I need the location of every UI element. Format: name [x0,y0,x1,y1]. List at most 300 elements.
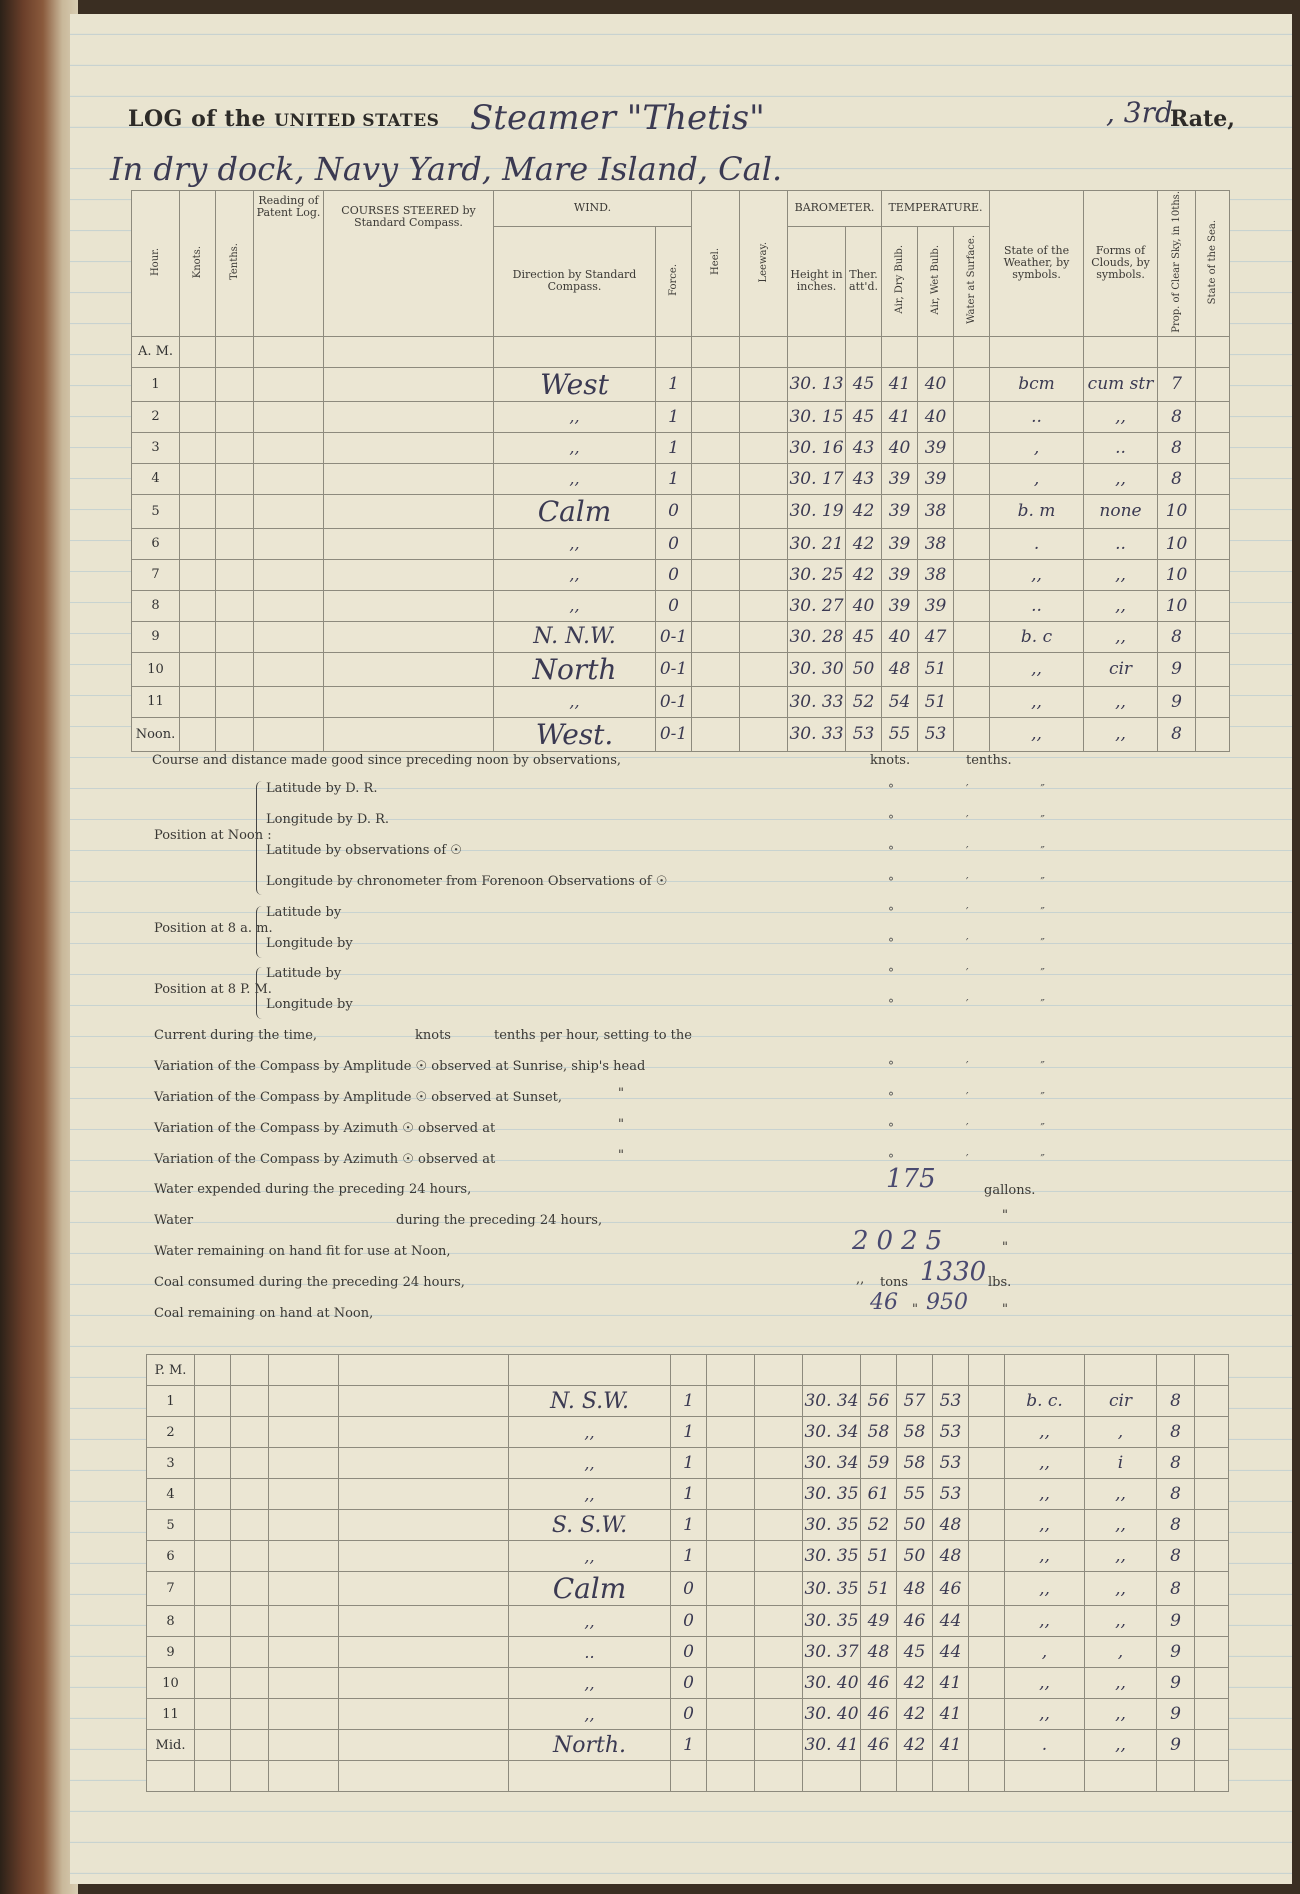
hour-cell: 2 [132,401,180,432]
patent-log-cell [269,1386,339,1417]
hour-cell: 11 [147,1699,195,1730]
water-surface-cell [954,686,990,717]
air-dry-cell: 39 [882,590,918,621]
sea-cell [1195,1699,1229,1730]
leeway-cell [755,1606,803,1637]
sea-cell [1196,590,1230,621]
knots-cell [195,1730,231,1761]
weather-cell: b. c [990,621,1084,652]
weather-cell: . [1005,1730,1085,1761]
clear-sky-cell: 9 [1157,1637,1195,1668]
clouds-cell: ,, [1084,717,1158,751]
col-tenths: Tenths. [216,191,254,337]
leeway-cell [755,1448,803,1479]
variation-azimuth-label-1: Variation of the Compass by Azimuth ☉ observed at [154,1121,496,1136]
air-wet-cell: 40 [918,367,954,401]
ditto-mark: " [618,1086,624,1101]
wind-force-cell: 0 [656,494,692,528]
baro-ther-cell: 61 [861,1479,897,1510]
lon-8am-label: Longitude by [266,936,353,951]
leeway-cell [755,1386,803,1417]
knots-cell [180,652,216,686]
water-expended-label: Water expended during the preceding 24 hours, [154,1182,472,1197]
current-label: Current during the time, [154,1028,318,1043]
patent-log-cell [269,1541,339,1572]
wind-direction-cell: ,, [494,432,656,463]
clear-sky-cell: 7 [1158,367,1196,401]
baro-ther-cell: 46 [861,1668,897,1699]
courses-cell [339,1541,509,1572]
hour-cell: 1 [132,367,180,401]
baro-ther-cell: 46 [861,1699,897,1730]
clear-sky-cell: 9 [1157,1668,1195,1699]
knots-cell [180,621,216,652]
heel-cell [707,1417,755,1448]
heel-cell [707,1448,755,1479]
patent-log-cell [254,528,324,559]
wind-direction-cell: S. S.W. [509,1510,671,1541]
baro-ther-cell: 46 [861,1730,897,1761]
clear-sky-cell: 10 [1158,590,1196,621]
air-wet-cell: 44 [933,1637,969,1668]
sea-cell [1195,1637,1229,1668]
knots-cell [195,1668,231,1699]
sea-cell [1195,1606,1229,1637]
courses-cell [324,401,494,432]
col-clear-sky: Prop. of Clear Sky, in 10ths. [1158,191,1196,337]
leeway-cell [740,621,788,652]
air-dry-cell: 39 [882,494,918,528]
water-during-label: during the preceding 24 hours, [396,1213,603,1228]
baro-height-cell: 30. 33 [788,717,846,751]
tenths-cell [216,528,254,559]
am-row [132,590,1230,621]
baro-height-cell: 30. 34 [803,1417,861,1448]
wind-direction-cell: N. N.W. [494,621,656,652]
col-knots: Knots. [180,191,216,337]
baro-ther-cell: 56 [861,1386,897,1417]
courses-cell [324,686,494,717]
coal-remaining-tons: 46 [870,1290,898,1315]
degree-marks: ° ′ ″ [888,782,1079,796]
col-sea: State of the Sea. [1196,191,1230,337]
baro-height-cell: 30. 34 [803,1448,861,1479]
weather-cell: .. [990,590,1084,621]
clouds-cell: ,, [1085,1479,1157,1510]
clear-sky-cell: 9 [1157,1606,1195,1637]
clouds-cell: ,, [1085,1572,1157,1606]
courses-cell [339,1386,509,1417]
weather-cell: . [990,528,1084,559]
baro-ther-cell: 48 [861,1637,897,1668]
weather-cell: ,, [1005,1699,1085,1730]
water-surface-cell [969,1510,1005,1541]
sea-cell [1195,1668,1229,1699]
weather-cell: ,, [1005,1448,1085,1479]
baro-height-cell: 30. 35 [803,1479,861,1510]
weather-cell: ,, [1005,1572,1085,1606]
leeway-cell [755,1637,803,1668]
patent-log-cell [254,621,324,652]
water-surface-cell [969,1637,1005,1668]
baro-ther-cell: 45 [846,367,882,401]
leeway-cell [740,494,788,528]
leeway-cell [740,652,788,686]
water-surface-cell [969,1668,1005,1699]
air-wet-cell: 46 [933,1572,969,1606]
wind-force-cell: 1 [671,1386,707,1417]
clear-sky-cell: 8 [1158,432,1196,463]
air-wet-cell: 39 [918,590,954,621]
pm-label: P. M. [147,1355,195,1386]
leeway-cell [755,1479,803,1510]
weather-cell: ,, [990,559,1084,590]
clouds-cell: ,, [1084,590,1158,621]
air-dry-cell: 55 [897,1479,933,1510]
water-surface-cell [954,590,990,621]
air-wet-cell: 53 [933,1417,969,1448]
weather-cell: bcm [990,367,1084,401]
courses-cell [339,1510,509,1541]
book-binding-edge [0,0,78,1894]
air-dry-cell: 40 [882,621,918,652]
degree-marks: ° ′ ″ [888,813,1079,827]
air-wet-cell: 39 [918,432,954,463]
lat-dr-label: Latitude by D. R. [266,781,378,796]
col-air-wet: Air, Wet Bulb. [918,226,954,336]
air-dry-cell: 58 [897,1448,933,1479]
am-row [132,686,1230,717]
heel-cell [692,686,740,717]
degree-marks: ° ′ ″ [888,905,1079,919]
heel-cell [707,1510,755,1541]
wind-direction-cell: West [494,367,656,401]
heel-cell [692,367,740,401]
wind-force-cell: 0 [656,590,692,621]
heel-cell [707,1730,755,1761]
knots-cell [180,401,216,432]
clouds-cell: ,, [1084,621,1158,652]
coal-remaining-label: Coal remaining on hand at Noon, [154,1306,374,1321]
air-dry-cell: 50 [897,1541,933,1572]
pm-row [147,1386,1229,1417]
sea-cell [1195,1510,1229,1541]
tenths-cell [216,463,254,494]
sea-cell [1196,367,1230,401]
baro-ther-cell: 42 [846,494,882,528]
air-wet-cell: 44 [933,1606,969,1637]
heel-cell [692,401,740,432]
col-barometer: BAROMETER. [788,191,882,227]
heel-cell [707,1637,755,1668]
air-wet-cell: 38 [918,528,954,559]
water-surface-cell [954,652,990,686]
air-wet-cell: 41 [933,1699,969,1730]
degree-marks: ° ′ ″ [888,966,1079,980]
leeway-cell [740,432,788,463]
patent-log-cell [269,1637,339,1668]
water-surface-cell [969,1541,1005,1572]
leeway-cell [740,463,788,494]
wind-force-cell: 0 [671,1668,707,1699]
col-clouds: Forms of Clouds, by symbols. [1084,191,1158,337]
baro-ther-cell: 45 [846,621,882,652]
clear-sky-cell: 8 [1158,401,1196,432]
weather-cell: ,, [990,717,1084,751]
coal-remaining-lbs: 950 [926,1290,968,1315]
air-wet-cell: 41 [933,1668,969,1699]
log-title: LOG of the UNITED STATES [128,106,440,132]
am-row [132,621,1230,652]
leeway-cell [740,528,788,559]
knots-cell [195,1448,231,1479]
tenths-cell [216,590,254,621]
clear-sky-cell: 10 [1158,528,1196,559]
col-wind-force: Force. [656,226,692,336]
wind-force-cell: 0-1 [656,686,692,717]
hour-cell: Mid. [147,1730,195,1761]
patent-log-cell [254,463,324,494]
hour-cell: 3 [132,432,180,463]
wind-force-cell: 1 [656,401,692,432]
position-noon-label: Position at Noon : [154,828,272,843]
vessel-name: Steamer "Thetis" [470,98,765,138]
hour-cell: 4 [132,463,180,494]
sea-cell [1195,1386,1229,1417]
air-dry-cell: 41 [882,401,918,432]
air-wet-cell: 39 [918,463,954,494]
tenths-cell [231,1606,269,1637]
patent-log-cell [254,559,324,590]
clouds-cell: ,, [1085,1699,1157,1730]
sea-cell [1196,621,1230,652]
lon-chron-label: Longitude by chronometer from Forenoon Observations of ☉ [266,874,668,889]
clouds-cell: ,, [1085,1730,1157,1761]
water-surface-cell [954,367,990,401]
course-knots-label: knots. [870,753,911,768]
col-wind-direction: Direction by Standard Compass. [494,226,656,336]
clouds-cell: ,, [1084,463,1158,494]
weather-cell: ,, [1005,1668,1085,1699]
pm-row [147,1637,1229,1668]
clouds-cell: , [1085,1417,1157,1448]
patent-log-cell [269,1572,339,1606]
heel-cell [707,1572,755,1606]
sea-cell [1196,463,1230,494]
patent-log-cell [269,1730,339,1761]
courses-cell [339,1606,509,1637]
variation-sunset-label: Variation of the Compass by Amplitude ☉ observed at Sunset, [154,1090,563,1105]
sea-cell [1195,1417,1229,1448]
knots-cell [195,1572,231,1606]
air-dry-cell: 48 [882,652,918,686]
weather-cell: ,, [990,686,1084,717]
rate-label: Rate, [1170,106,1235,132]
hour-cell: 9 [147,1637,195,1668]
baro-ther-cell: 59 [861,1448,897,1479]
baro-ther-cell: 51 [861,1572,897,1606]
leeway-cell [740,559,788,590]
knots-cell [180,367,216,401]
water-surface-cell [969,1730,1005,1761]
baro-height-cell: 30. 30 [788,652,846,686]
heel-cell [692,652,740,686]
am-log-table [131,190,1230,752]
col-courses: COURSES STEERED by Standard Compass. [324,191,494,337]
wind-direction-cell: West. [494,717,656,751]
baro-ther-cell: 42 [846,528,882,559]
hour-cell: 8 [132,590,180,621]
course-distance-label: Course and distance made good since preceding noon by observations, [152,753,622,768]
knots-cell [195,1417,231,1448]
clear-sky-cell: 8 [1157,1572,1195,1606]
patent-log-cell [269,1606,339,1637]
tenths-cell [216,686,254,717]
tenths-cell [231,1417,269,1448]
air-wet-cell: 48 [933,1510,969,1541]
col-air-dry: Air, Dry Bulb. [882,226,918,336]
tenths-cell [216,494,254,528]
tenths-cell [231,1572,269,1606]
coal-tons-ditto: ,, [856,1272,865,1287]
baro-height-cell: 30. 35 [803,1541,861,1572]
baro-height-cell: 30. 27 [788,590,846,621]
air-wet-cell: 53 [933,1479,969,1510]
degree-marks: ° ′ ″ [888,1121,1079,1135]
leeway-cell [755,1730,803,1761]
tenths-cell [231,1510,269,1541]
wind-force-cell: 1 [671,1448,707,1479]
baro-ther-cell: 50 [846,652,882,686]
coal-consumed-label: Coal consumed during the preceding 24 hours, [154,1275,465,1290]
courses-cell [324,528,494,559]
heel-cell [707,1386,755,1417]
knots-cell [180,494,216,528]
courses-cell [324,432,494,463]
sea-cell [1196,528,1230,559]
clouds-cell: cum str [1084,367,1158,401]
patent-log-cell [254,717,324,751]
baro-height-cell: 30. 34 [803,1386,861,1417]
water-surface-cell [954,401,990,432]
wind-force-cell: 0-1 [656,717,692,751]
col-weather: State of the Weather, by symbols. [990,191,1084,337]
patent-log-cell [254,652,324,686]
clouds-cell: i [1085,1448,1157,1479]
wind-direction-cell: North. [509,1730,671,1761]
tenths-cell [216,559,254,590]
wind-force-cell: 1 [671,1541,707,1572]
air-wet-cell: 40 [918,401,954,432]
clouds-cell: ,, [1084,559,1158,590]
wind-direction-cell: ,, [494,528,656,559]
wind-direction-cell: ,, [509,1699,671,1730]
wind-force-cell: 0 [656,528,692,559]
degree-marks: ° ′ ″ [888,1090,1079,1104]
tenths-cell [216,367,254,401]
baro-ther-cell: 49 [861,1606,897,1637]
am-label: A. M. [132,336,180,367]
am-row [132,652,1230,686]
lat-8am-label: Latitude by [266,905,342,920]
knots-cell [180,432,216,463]
knots-cell [195,1637,231,1668]
hour-cell: 6 [147,1541,195,1572]
heel-cell [692,717,740,751]
water-surface-cell [969,1572,1005,1606]
wind-force-cell: 1 [656,432,692,463]
weather-cell: b. m [990,494,1084,528]
hour-cell: 4 [147,1479,195,1510]
clear-sky-cell: 9 [1158,652,1196,686]
degree-marks: ° ′ ″ [888,1059,1079,1073]
air-dry-cell: 58 [897,1417,933,1448]
sea-cell [1196,401,1230,432]
water-remaining-value: 2025 [852,1226,951,1256]
col-water-surface: Water at Surface. [954,226,990,336]
baro-height-cell: 30. 35 [803,1510,861,1541]
weather-cell: ,, [1005,1541,1085,1572]
am-row [132,559,1230,590]
patent-log-cell [269,1510,339,1541]
col-baro-ther: Ther. att'd. [846,226,882,336]
patent-log-cell [269,1448,339,1479]
wind-direction-cell: .. [509,1637,671,1668]
baro-height-cell: 30. 37 [803,1637,861,1668]
ditto-mark: " [912,1302,918,1317]
sea-cell [1195,1572,1229,1606]
wind-direction-cell: ,, [494,401,656,432]
wind-direction-cell: ,, [509,1448,671,1479]
knots-cell [195,1386,231,1417]
heel-cell [692,494,740,528]
wind-force-cell: 1 [671,1417,707,1448]
knots-cell [195,1479,231,1510]
courses-cell [324,463,494,494]
baro-height-cell: 30. 40 [803,1699,861,1730]
am-row [132,401,1230,432]
clear-sky-cell: 8 [1158,463,1196,494]
weather-cell: ,, [1005,1479,1085,1510]
clear-sky-cell: 10 [1158,559,1196,590]
position-8am-label: Position at 8 a. m. [154,921,273,936]
baro-height-cell: 30. 21 [788,528,846,559]
baro-height-cell: 30. 35 [803,1606,861,1637]
col-leeway: Leeway. [740,191,788,337]
sea-cell [1196,559,1230,590]
baro-ther-cell: 43 [846,432,882,463]
baro-height-cell: 30. 41 [803,1730,861,1761]
wind-force-cell: 1 [656,367,692,401]
clear-sky-cell: 8 [1157,1510,1195,1541]
baro-height-cell: 30. 19 [788,494,846,528]
hour-cell: 3 [147,1448,195,1479]
pm-row [147,1479,1229,1510]
clouds-cell: ,, [1085,1668,1157,1699]
hour-cell: Noon. [132,717,180,751]
patent-log-cell [254,590,324,621]
air-dry-cell: 42 [897,1730,933,1761]
tenths-cell [216,652,254,686]
lbs-label: lbs. [988,1275,1012,1290]
baro-height-cell: 30. 28 [788,621,846,652]
sea-cell [1196,717,1230,751]
clouds-cell: ,, [1084,401,1158,432]
rate-number: , 3rd [1106,96,1173,129]
col-heel: Heel. [692,191,740,337]
leeway-cell [755,1541,803,1572]
air-dry-cell: 45 [897,1637,933,1668]
